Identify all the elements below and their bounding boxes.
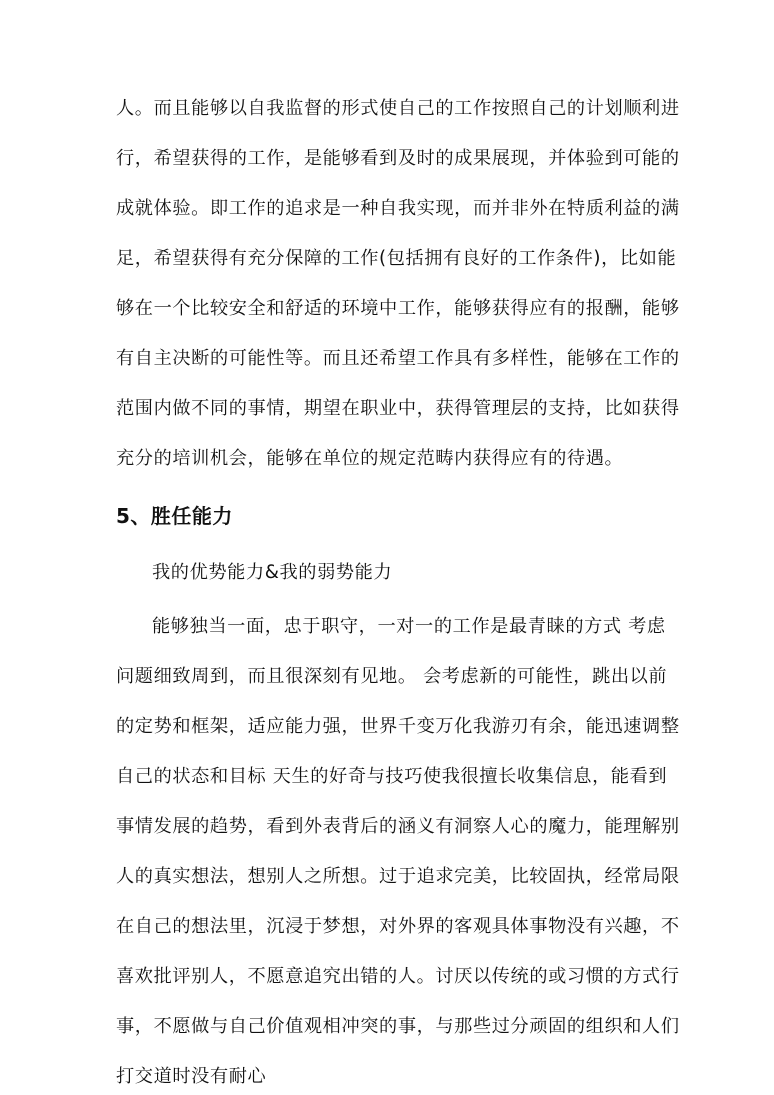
paragraph-line: 充分的培训机会，能够在单位的规定范畴内获得应有的待遇。: [116, 448, 624, 469]
paragraph-line: 的定势和框架，适应能力强，世界千变万化我游刃有余，能迅速调整: [116, 716, 680, 737]
paragraph-line: 够在一个比较安全和舒适的环境中工作，能够获得应有的报酬，能够: [116, 298, 680, 319]
paragraph-line: 人的真实想法，想别人之所想。过于追求完美，比较固执，经常局限: [116, 866, 680, 887]
section-heading: 5、胜任能力: [116, 504, 233, 528]
paragraph-line: 事，不愿做与自己价值观相冲突的事，与那些过分顽固的组织和人们: [116, 1016, 680, 1037]
paragraph-line: 能够独当一面，忠于职守，一对一的工作是最青睐的方式 考虑: [152, 616, 666, 637]
paragraph-line: 行，希望获得的工作，是能够看到及时的成果展现，并体验到可能的: [116, 148, 680, 169]
paragraph-line: 自己的状态和目标 天生的好奇与技巧使我很擅长收集信息，能看到: [116, 766, 668, 787]
paragraph-line: 范围内做不同的事情，期望在职业中，获得管理层的支持，比如获得: [116, 398, 680, 419]
paragraph-line: 问题细致周到，而且很深刻有见地。 会考虑新的可能性，跳出以前: [116, 666, 668, 687]
paragraph-line: 成就体验。即工作的追求是一种自我实现，而并非外在特质利益的满: [116, 198, 680, 219]
paragraph-line: 人。而且能够以自我监督的形式使自己的工作按照自己的计划顺利进: [116, 98, 680, 119]
paragraph-line: 喜欢批评别人，不愿意追究出错的人。讨厌以传统的或习惯的方式行: [116, 966, 680, 987]
paragraph-line: 有自主决断的可能性等。而且还希望工作具有多样性，能够在工作的: [116, 348, 680, 369]
paragraph-line: 事情发展的趋势，看到外表背后的涵义有洞察人心的魔力，能理解别: [116, 816, 680, 837]
section-subtitle: 我的优势能力&我的弱势能力: [152, 562, 393, 583]
paragraph-line: 在自己的想法里，沉浸于梦想，对外界的客观具体事物没有兴趣，不: [116, 916, 680, 937]
paragraph-line: 打交道时没有耐心: [116, 1066, 267, 1087]
paragraph-line: 足，希望获得有充分保障的工作(包括拥有良好的工作条件)，比如能: [116, 248, 677, 269]
